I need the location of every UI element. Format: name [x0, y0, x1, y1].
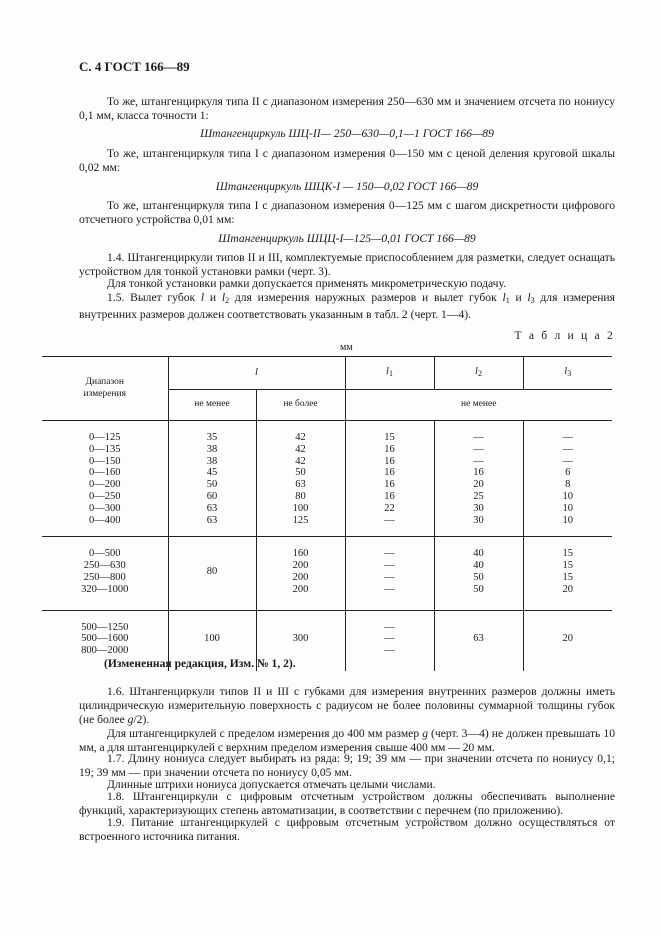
table-cell-value: — [384, 645, 395, 657]
table-cell-value: 60 [206, 490, 218, 502]
paragraph: То же, штангенциркуля типа I с диапазоном измерения 0—125 мм с шагом дискретности цифрового отсчетного устройства 0,01 мм: [79, 199, 615, 226]
designation-example: Штангенциркуль ШЦЦ-I—125—0,01 ГОСТ 166—89 [218, 232, 476, 245]
table-row-group [42, 421, 612, 537]
table-unit: мм [340, 342, 353, 353]
paragraph-1-6: 1.6. Штангенциркули типов II и III с губками для измерения внутренних размеров должны иметь цилиндрическую измерительную поверхность с радиусом не более половины суммарной толщины губок (не более g/2). [79, 685, 615, 726]
table-cell-value: — [384, 548, 395, 560]
table-cell-value: 35 [206, 432, 218, 443]
table-row-group [42, 537, 612, 610]
table-cell-value: — [562, 443, 573, 455]
table-cell-value: — [562, 455, 573, 467]
paragraph-1-4: 1.4. Штангенциркули типов II и III, комплектуемые приспособлением для разметки, следует оснащать устройством для тонкой установки рамки (черт. 3). [79, 251, 615, 278]
header-l-min: не менее [168, 390, 256, 421]
table-cell-value: 20 [473, 479, 484, 491]
table-cell-value: 10 [562, 502, 573, 514]
designation-example: Штангенциркуль ШЦК-I — 150—0,02 ГОСТ 166—89 [215, 180, 479, 193]
table-cell-value: 6 [565, 467, 571, 479]
paragraph-1-5: 1.5. Вылет губок l и $l_2$ для измерения наружных размеров и вылет губок $l_1$ и $l_3$ для измерения внутренних размеров должен соответствовать указанным в табл. 2 (черт. 1—4). [79, 291, 615, 321]
table-cell-value: 500—1250 [81, 621, 129, 633]
header-l: l [168, 357, 345, 390]
table-cell-value: — [384, 514, 395, 526]
table-cell-value: 80 [295, 490, 306, 502]
table-cell-value: 200 [292, 583, 309, 595]
page-header: С. 4 ГОСТ 166—89 [79, 59, 190, 74]
table-cell-lmin [168, 537, 256, 610]
paragraph-1-7: 1.7. Длину нониуса следует выбирать из ряда: 9; 19; 39 мм — при значении отсчета по нониусу 0,1; 19; 39 мм — при значении отсчета по нониусу 0,05 мм. [79, 752, 615, 779]
table-cell-value: — [384, 583, 395, 595]
table-cell-value: 200 [292, 571, 309, 583]
table-cell-value: 63 [295, 479, 306, 491]
table-cell-value: 50 [206, 479, 218, 491]
designation-example: Штангенциркуль ШЦ-II— 250—630—0,1—1 ГОСТ 166—89 [200, 127, 494, 140]
table-cell-value: — [384, 571, 395, 583]
table-cell-value: 80 [206, 566, 218, 578]
table-cell-value: 20 [562, 633, 573, 645]
table-cell-value: 50 [473, 571, 484, 583]
paragraph: Длинные штрихи нониуса допускается отмечать целыми числами. [107, 778, 436, 791]
table-cell-range [42, 421, 168, 537]
table-cell-value: — [384, 560, 395, 572]
table-cell-l3 [523, 421, 612, 537]
table-cell-value: 800—2000 [81, 645, 129, 657]
table-cell-value: 15 [562, 571, 573, 583]
revision-note: (Измененная редакция, Изм. № 1, 2). [104, 657, 296, 670]
table-cell-value: — [473, 432, 484, 443]
table-cell-value: 16 [384, 490, 395, 502]
table-cell-value: 15 [562, 560, 573, 572]
paragraph-1-9: 1.9. Питание штангенциркулей с цифровым отсчетным устройством должно осуществляться от встроенного источника питания. [79, 816, 615, 843]
table-cell-value: 16 [384, 467, 395, 479]
table-cell-lmax [256, 421, 345, 537]
table-cell-value: 160 [292, 548, 309, 560]
table-cell-l2 [434, 421, 523, 537]
table-cell-value: 16 [384, 443, 395, 455]
table-cell-value: 40 [473, 560, 484, 572]
table-cell-value: 0—250 [89, 490, 121, 502]
table-cell-l2 [434, 537, 523, 610]
table-cell-range [42, 537, 168, 610]
table-cell-value: 25 [473, 490, 484, 502]
header-range: Диапазон измерения [42, 357, 168, 421]
table-cell-value: — [473, 455, 484, 467]
table-cell-value: 16 [384, 479, 395, 491]
table-cell-value: 63 [206, 502, 218, 514]
paragraph-1-8: 1.8. Штангенциркули с цифровым отсчетным устройством должны обеспечивать выполнение функций, характеризующих степень автоматизации, в соответствии с перечнем (по приложению). [79, 790, 615, 817]
table-cell-value: 45 [206, 467, 218, 479]
table-cell-value: 100 [204, 633, 220, 645]
table-cell-value: 320—1000 [81, 583, 129, 595]
table-cell-value: 0—160 [89, 467, 121, 479]
table-cell-value: 300 [292, 633, 309, 645]
table-cell-value: 15 [562, 548, 573, 560]
paragraph: Для штангенциркулей с пределом измерения до 400 мм размер g (черт. 3—4) не должен превышать 10 мм, а для штангенциркулей с верхним пределом измерения свыше 400 мм — 20 мм. [79, 727, 615, 754]
paragraph: Для тонкой установки рамки допускается применять микрометрическую подачу. [107, 277, 507, 290]
table-cell-value: 200 [292, 560, 309, 572]
table-cell-lmin [168, 421, 256, 537]
table-cell-value: 250—630 [83, 560, 126, 572]
table-cell-value: 63 [206, 514, 218, 526]
table-cell-value: 0—135 [89, 443, 121, 455]
paragraph: То же, штангенциркуля типа I с диапазоном измерения 0—150 мм с ценой деления круговой шкалы 0,02 мм: [79, 147, 615, 174]
table-cell-value: 0—150 [89, 455, 121, 467]
table-cell-l3 [523, 537, 612, 610]
header-min-shared: не менее [345, 390, 612, 421]
table-cell-value: 0—500 [89, 548, 121, 560]
table-cell-value: 50 [295, 467, 306, 479]
table-cell-value: 100 [292, 502, 309, 514]
table-cell-value: 42 [295, 432, 306, 443]
table-cell-value: 42 [295, 443, 306, 455]
table-cell-value: — [562, 432, 573, 443]
table-cell-value: 125 [292, 514, 309, 526]
table-cell-value: 22 [384, 502, 395, 514]
table-cell-lmax [256, 537, 345, 610]
header-l-max: не более [256, 390, 345, 421]
table-cell-value: 30 [473, 514, 484, 526]
table-cell-value: 30 [473, 502, 484, 514]
table-cell-value: 0—125 [89, 432, 121, 443]
table-cell-value: 38 [206, 443, 218, 455]
table-cell-value: 20 [562, 583, 573, 595]
table-cell-value: 500—1600 [81, 633, 129, 645]
table-cell-value: 16 [384, 455, 395, 467]
table-cell-value: 38 [206, 455, 218, 467]
table-cell-value: 8 [565, 479, 571, 491]
table-cell-value: — [384, 633, 395, 645]
table-cell-value: 250—800 [83, 571, 126, 583]
table-cell-value: 0—400 [89, 514, 121, 526]
table-cell-value: — [384, 621, 395, 633]
table-cell-value: 0—300 [89, 502, 121, 514]
table-cell-l1 [345, 537, 434, 610]
table-cell-value: 50 [473, 583, 484, 595]
table-cell-value: 63 [473, 633, 484, 645]
table-cell-value: 40 [473, 548, 484, 560]
table-caption: Т а б л и ц а 2 [514, 329, 615, 342]
table-cell-value: 16 [473, 467, 484, 479]
table-2 [42, 356, 612, 671]
table-cell-value: 0—200 [89, 479, 121, 491]
table-cell-l1 [345, 421, 434, 537]
table-cell-value: — [473, 443, 484, 455]
header-l1: $l_1$ [345, 357, 434, 390]
table-cell-value: 15 [384, 432, 395, 443]
paragraph: То же, штангенциркуля типа II с диапазоном измерения 250—630 мм и значением отсчета по нониусу 0,1 мм, класса точности 1: [79, 95, 615, 122]
table-cell-value: 10 [562, 514, 573, 526]
table-cell-value: 10 [562, 490, 573, 502]
table-cell-value: 42 [295, 455, 306, 467]
header-l3: $l_3$ [523, 357, 612, 390]
header-l2: $l_2$ [434, 357, 523, 390]
